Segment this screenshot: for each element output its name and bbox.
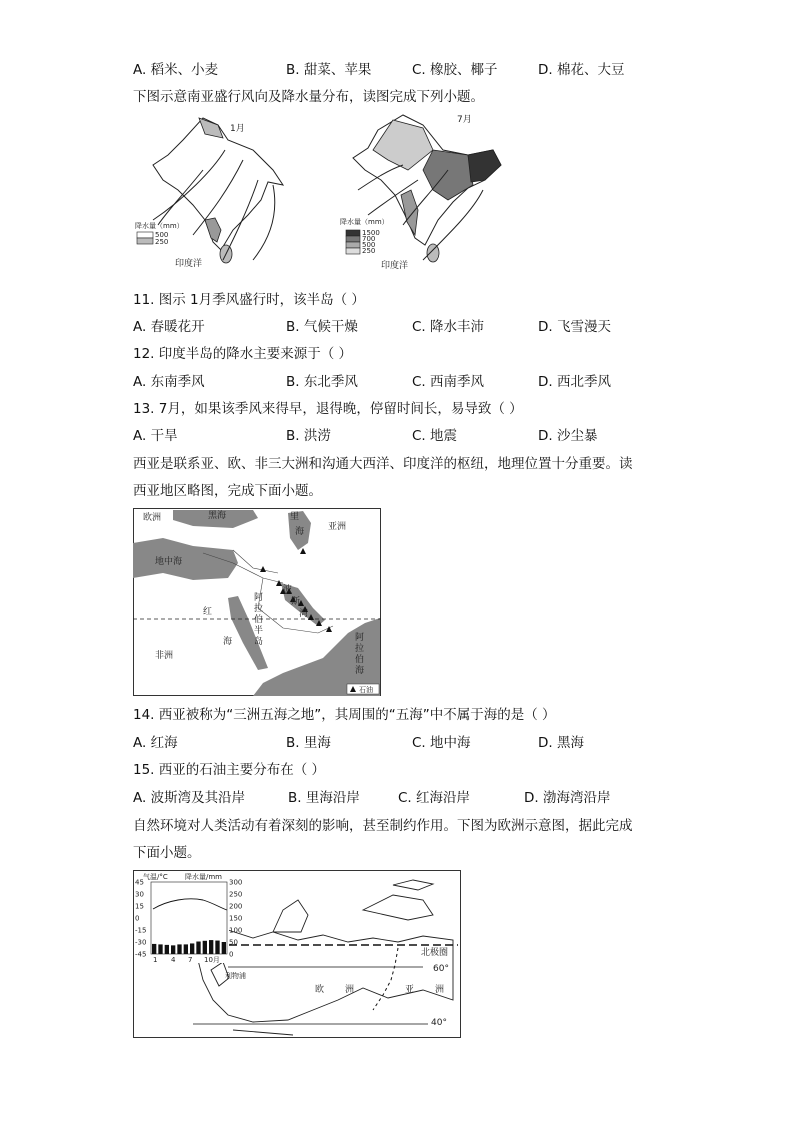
precip-bar bbox=[203, 941, 207, 954]
temp-tick-label: 30 bbox=[135, 890, 144, 899]
q12-option-c: C. 西南季风 bbox=[412, 374, 485, 390]
precip-tick-label: 300 bbox=[229, 878, 243, 887]
q11-option-c: C. 降水丰沛 bbox=[412, 319, 485, 335]
jul-legend-250: 250 bbox=[362, 247, 376, 255]
precip-bar bbox=[190, 943, 194, 954]
jan-legend-title: 降水量（mm） bbox=[135, 222, 184, 230]
jul-ocean-label: 印度洋 bbox=[381, 261, 409, 271]
q15-option-c: C. 红海沿岸 bbox=[398, 790, 471, 806]
q12-stem: 12. 印度半岛的降水主要来源于（ ） bbox=[133, 346, 353, 362]
precip-tick-label: 0 bbox=[229, 950, 234, 959]
precip-tick-label: 150 bbox=[229, 914, 243, 923]
jul-legend-title: 降水量（mm） bbox=[340, 218, 389, 226]
temp-tick-label: 45 bbox=[135, 878, 144, 887]
q12-option-b: B. 东北季风 bbox=[286, 374, 358, 390]
temp-tick-label: -15 bbox=[135, 926, 147, 935]
label-peninsula-1: 阿 bbox=[254, 593, 264, 603]
temp-tick-label: -30 bbox=[135, 938, 147, 947]
intro-europe-line2: 下面小题。 bbox=[133, 845, 201, 861]
q11-option-a: A. 春暖花开 bbox=[133, 319, 205, 335]
precip-bar bbox=[222, 942, 226, 954]
label-europe: 欧洲 bbox=[143, 513, 162, 523]
q13-option-d: D. 沙尘暴 bbox=[538, 428, 598, 444]
q11-stem: 11. 图示 1月季风盛行时，该半岛（ ） bbox=[133, 292, 365, 308]
label-arabian-3: 伯 bbox=[355, 655, 365, 665]
q12-option-a: A. 东南季风 bbox=[133, 374, 205, 390]
label-persian-2: 斯 bbox=[291, 597, 301, 607]
south-asia-maps bbox=[133, 110, 513, 275]
q11-option-b: B. 气候干燥 bbox=[286, 319, 358, 335]
temp-tick-label: 15 bbox=[135, 902, 144, 911]
intro-south-asia: 下图示意南亚盛行风向及降水量分布，读图完成下列小题。 bbox=[133, 89, 484, 105]
month-tick-1: 1 bbox=[153, 956, 158, 964]
q14-stem: 14. 西亚被称为“三洲五海之地”，其周围的“五海”中不属于海的是（ ） bbox=[133, 707, 556, 723]
label-persian-3: 湾 bbox=[299, 609, 309, 619]
label-arabian-4: 海 bbox=[355, 666, 365, 676]
jul-month-label: 7月 bbox=[457, 115, 472, 125]
label-asia-2: 洲 bbox=[435, 985, 445, 995]
precip-tick-label: 200 bbox=[229, 902, 243, 911]
q14-option-b: B. 里海 bbox=[286, 735, 331, 751]
jul-legend-700: 700 bbox=[362, 235, 376, 243]
precip-bar bbox=[165, 945, 169, 954]
jul-legend-500: 500 bbox=[362, 241, 376, 249]
label-europe-2: 洲 bbox=[345, 985, 355, 995]
january-map bbox=[135, 118, 283, 269]
jan-month-label: 1月 bbox=[230, 124, 245, 134]
temp-tick-label: 0 bbox=[135, 914, 140, 923]
q10-option-c: C. 橡胶、椰子 bbox=[412, 62, 498, 78]
precip-bar bbox=[171, 945, 175, 954]
oil-legend-label: 石油 bbox=[359, 686, 373, 694]
label-arctic-circle: 北极圈 bbox=[421, 948, 449, 958]
label-peninsula-5: 岛 bbox=[254, 637, 264, 647]
july-map bbox=[340, 114, 501, 271]
label-arabian-2: 拉 bbox=[355, 644, 365, 654]
label-peninsula-4: 半 bbox=[254, 626, 264, 636]
q10-option-d: D. 棉花、大豆 bbox=[538, 62, 625, 78]
month-tick-4: 4 bbox=[171, 956, 176, 964]
temp-axis-label: 气温/°C bbox=[143, 873, 168, 881]
label-red-sea-2: 海 bbox=[223, 637, 233, 647]
q15-option-b: B. 里海沿岸 bbox=[288, 790, 360, 806]
jul-legend-1500: 1500 bbox=[362, 229, 380, 237]
precip-bar bbox=[177, 944, 181, 954]
q12-option-d: D. 西北季风 bbox=[538, 374, 611, 390]
intro-europe-line1: 自然环境对人类活动有着深刻的影响，甚至制约作用。下图为欧洲示意图，据此完成 bbox=[133, 818, 633, 834]
precip-tick-label: 250 bbox=[229, 890, 243, 899]
precip-bar bbox=[196, 942, 200, 954]
q15-option-d: D. 渤海湾沿岸 bbox=[524, 790, 611, 806]
q13-option-a: A. 干旱 bbox=[133, 428, 178, 444]
intro-west-asia-line1: 西亚是联系亚、欧、非三大洲和沟通大西洋、印度洋的枢纽，地理位置十分重要。读 bbox=[133, 456, 633, 472]
precip-bar bbox=[215, 941, 219, 954]
precip-tick-label: 100 bbox=[229, 926, 243, 935]
q14-option-a: A. 红海 bbox=[133, 735, 178, 751]
label-caspian-1: 里 bbox=[290, 512, 300, 522]
jan-legend-500: 500 bbox=[155, 231, 169, 239]
q14-option-d: D. 黑海 bbox=[538, 735, 584, 751]
precip-bar bbox=[209, 940, 213, 954]
label-mediterranean: 地中海 bbox=[155, 557, 183, 567]
q10-option-b: B. 甜菜、苹果 bbox=[286, 62, 372, 78]
label-red-sea-1: 红 bbox=[203, 607, 213, 617]
label-europe-1: 欧 bbox=[315, 985, 325, 995]
label-black-sea: 黑海 bbox=[208, 511, 227, 521]
precip-bar bbox=[152, 944, 156, 954]
label-peninsula-2: 拉 bbox=[254, 604, 264, 614]
label-liverpool: 利物浦 bbox=[225, 972, 246, 980]
europe-map bbox=[133, 870, 461, 1038]
label-arabian-1: 阿 bbox=[355, 633, 365, 643]
label-asia: 亚洲 bbox=[328, 522, 347, 532]
jan-ocean-label: 印度洋 bbox=[175, 259, 203, 269]
label-peninsula-3: 伯 bbox=[254, 615, 264, 625]
precip-axis-label: 降水量/mm bbox=[185, 873, 222, 881]
label-lat-60: 60° bbox=[433, 964, 449, 974]
label-asia-1: 亚 bbox=[405, 985, 415, 995]
q11-option-d: D. 飞雪漫天 bbox=[538, 319, 611, 335]
q15-stem: 15. 西亚的石油主要分布在（ ） bbox=[133, 762, 326, 778]
q13-option-c: C. 地震 bbox=[412, 428, 458, 444]
month-tick-10: 10月 bbox=[204, 956, 220, 964]
jan-legend-250: 250 bbox=[155, 238, 169, 246]
precip-bar bbox=[184, 944, 188, 954]
q13-option-b: B. 洪涝 bbox=[286, 428, 331, 444]
climate-chart bbox=[134, 871, 242, 964]
precip-tick-label: 50 bbox=[229, 938, 238, 947]
q14-option-c: C. 地中海 bbox=[412, 735, 471, 751]
q15-option-a: A. 波斯湾及其沿岸 bbox=[133, 790, 246, 806]
label-persian-1: 波 bbox=[283, 585, 293, 595]
temp-tick-label: -45 bbox=[135, 950, 147, 959]
label-lat-40: 40° bbox=[431, 1018, 447, 1028]
q13-stem: 13. 7月，如果该季风来得早，退得晚，停留时间长，易导致（ ） bbox=[133, 401, 523, 417]
west-asia-map bbox=[133, 508, 381, 696]
precip-bar bbox=[158, 944, 162, 954]
month-tick-7: 7 bbox=[188, 956, 193, 964]
label-africa: 非洲 bbox=[155, 651, 174, 661]
intro-west-asia-line2: 西亚地区略图，完成下面小题。 bbox=[133, 483, 322, 499]
label-caspian-2: 海 bbox=[295, 527, 305, 537]
q10-option-a: A. 稻米、小麦 bbox=[133, 62, 219, 78]
